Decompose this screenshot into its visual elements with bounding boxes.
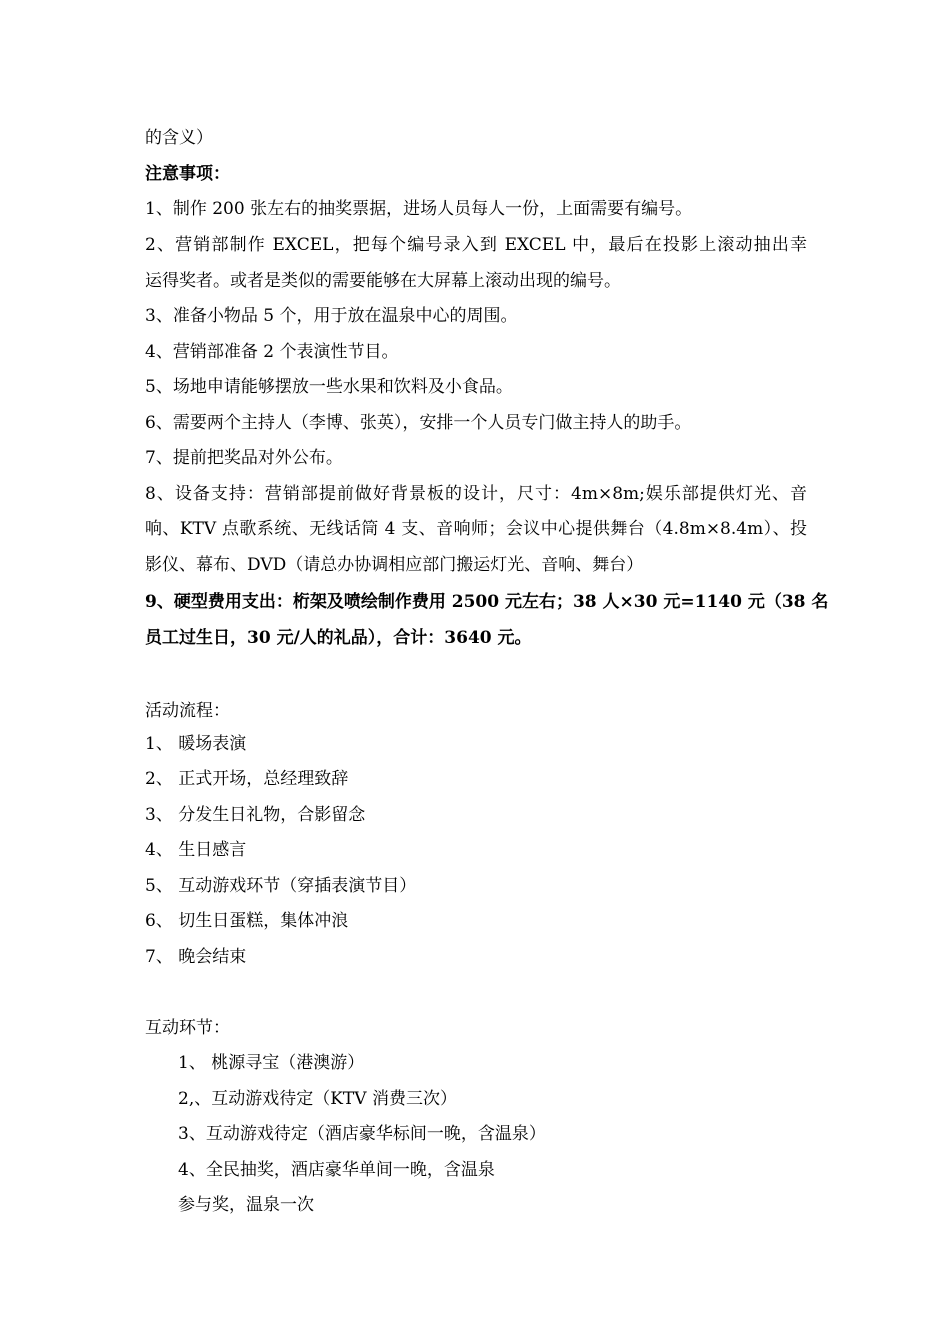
notes-heading: 注意事项： (145, 164, 230, 184)
interactive-item: 参与奖，温泉一次 (178, 1195, 314, 1215)
interactive-item: 3、互动游戏待定（酒店豪华标间一晚，含温泉） (178, 1124, 546, 1144)
notes-item-9-line-1: 9、硬型费用支出：桁架及喷绘制作费用 2500 元左右；38 人×30 元=1140 元（38 名 (145, 592, 829, 612)
interactive-item: 1、 桃源寻宝（港澳游） (178, 1053, 365, 1073)
flow-item: 6、 切生日蛋糕，集体冲浪 (145, 911, 349, 931)
notes-item-3: 3、准备小物品 5 个，用于放在温泉中心的周围。 (145, 306, 518, 326)
notes-item-8-line-2: 响、KTV 点歌系统、无线话筒 4 支、音响师；会议中心提供舞台（4.8m×8.4m）、投 (145, 519, 807, 539)
interactive-heading: 互动环节： (145, 1018, 230, 1038)
flow-item: 2、 正式开场，总经理致辞 (145, 769, 349, 789)
flow-heading: 活动流程： (145, 701, 230, 721)
notes-item-4: 4、营销部准备 2 个表演性节目。 (145, 342, 399, 362)
notes-item-1: 1、制作 200 张左右的抽奖票据，进场人员每人一份，上面需要有编号。 (145, 199, 693, 219)
intro-tail-text: 的含义） (145, 128, 213, 148)
interactive-item: 4、全民抽奖，酒店豪华单间一晚，含温泉 (178, 1160, 495, 1180)
notes-item-5: 5、场地申请能够摆放一些水果和饮料及小食品。 (145, 377, 513, 397)
notes-item-8-line-3: 影仪、幕布、DVD（请总办协调相应部门搬运灯光、音响、舞台） (145, 555, 644, 575)
notes-item-8-line-1: 8、设备支持：营销部提前做好背景板的设计，尺寸：4m×8m;娱乐部提供灯光、音 (145, 484, 807, 504)
flow-item: 3、 分发生日礼物，合影留念 (145, 805, 366, 825)
notes-item-9-line-2: 员工过生日，30 元/人的礼品），合计：3640 元。 (145, 628, 532, 648)
notes-item-2-line-1: 2、营销部制作 EXCEL，把每个编号录入到 EXCEL 中，最后在投影上滚动抽出幸 (145, 235, 807, 255)
flow-item: 1、 暖场表演 (145, 734, 247, 754)
flow-item: 4、 生日感言 (145, 840, 247, 860)
interactive-item: 2,、互动游戏待定（KTV 消费三次） (178, 1089, 457, 1109)
notes-item-2-line-2: 运得奖者。或者是类似的需要能够在大屏幕上滚动出现的编号。 (145, 271, 621, 291)
notes-item-6: 6、需要两个主持人（李博、张英），安排一个人员专门做主持人的助手。 (145, 413, 692, 433)
flow-item: 5、 互动游戏环节（穿插表演节目） (145, 876, 417, 896)
notes-item-7: 7、提前把奖品对外公布。 (145, 448, 343, 468)
flow-item: 7、 晚会结束 (145, 947, 247, 967)
